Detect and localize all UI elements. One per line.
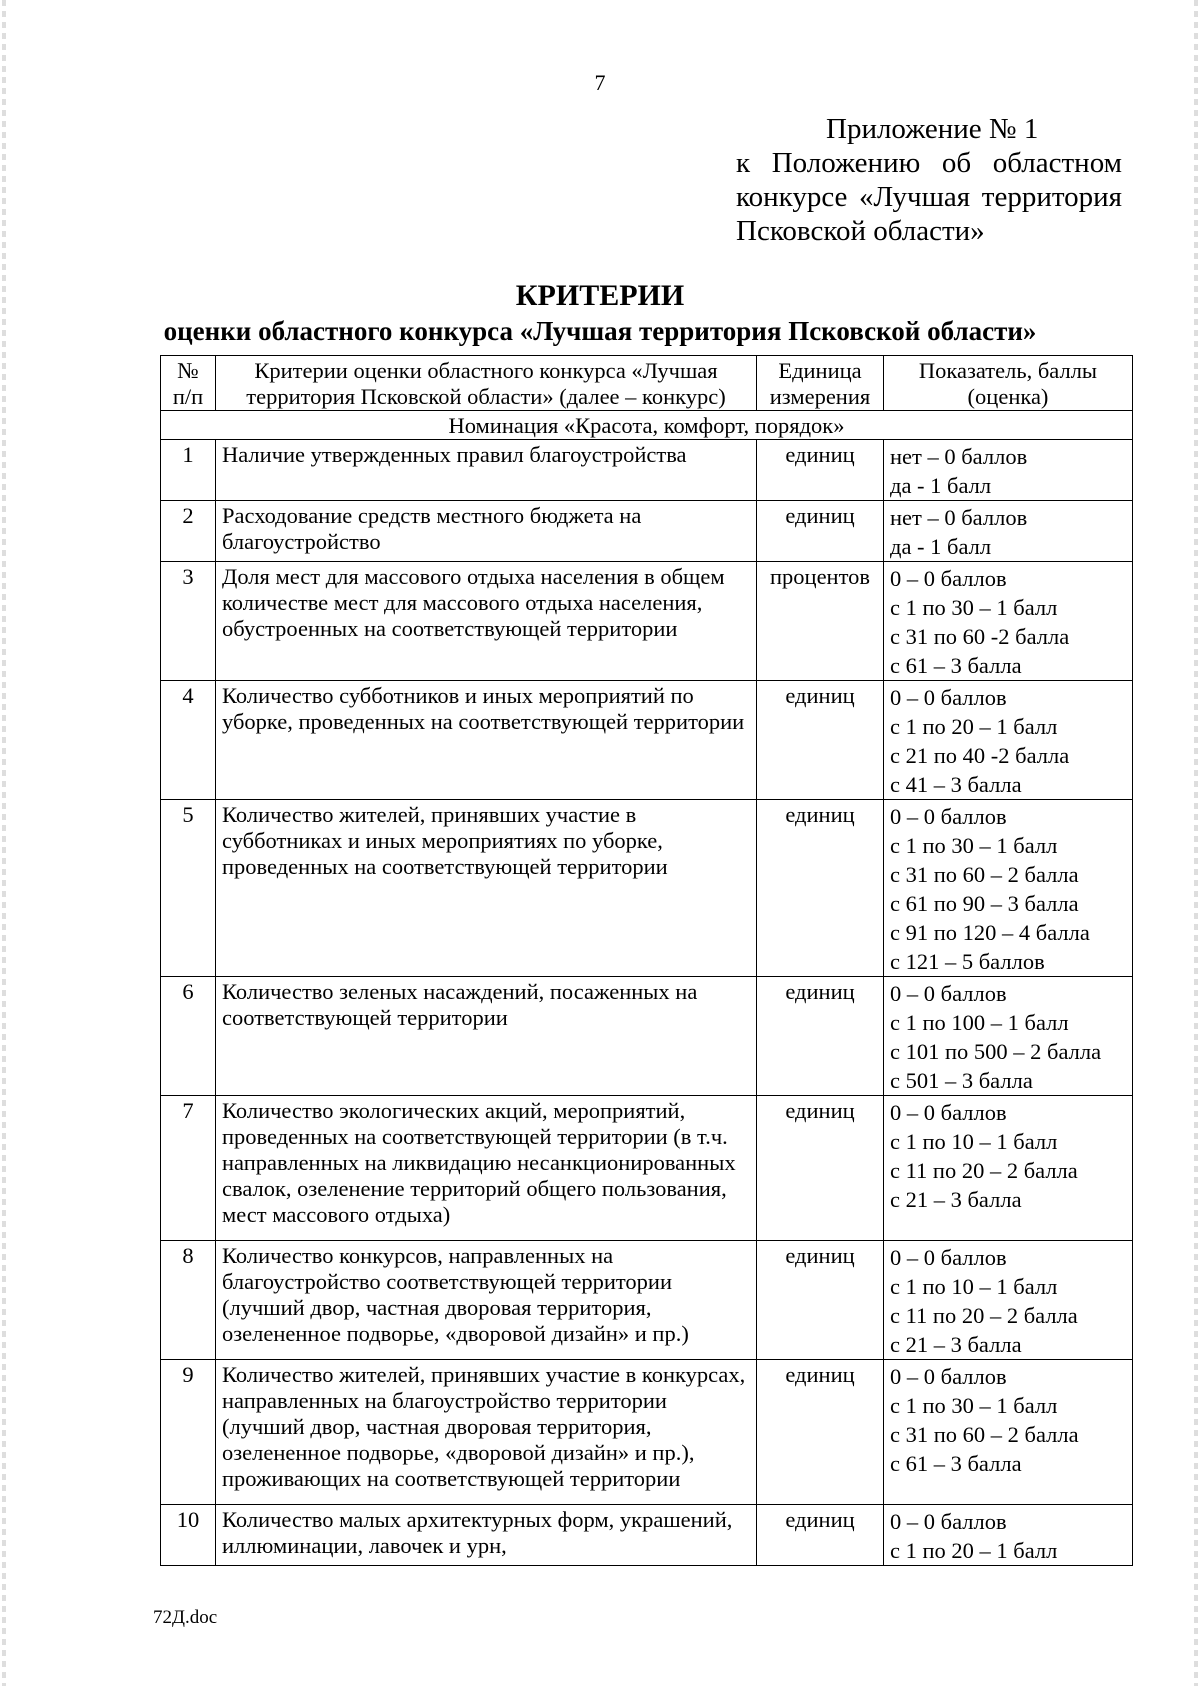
unit-of-measure: единиц [757, 681, 884, 800]
file-name-footer: 72Д.doc [153, 1607, 218, 1628]
unit-of-measure: единиц [757, 1241, 884, 1360]
criterion-text: Количество жителей, принявших участие в субботниках и иных мероприятиях по уборке, проведенных на соответствующей территории [216, 800, 757, 977]
document-title: КРИТЕРИИ [515, 279, 685, 312]
criterion-text: Количество субботников и иных мероприятий по уборке, проведенных на соответствующей территории [216, 681, 757, 800]
unit-of-measure: процентов [757, 562, 884, 681]
scan-edge-left [2, 0, 6, 1686]
score-cell [884, 800, 1133, 977]
score-line: с 1 по 10 – 1 балл [890, 1129, 1058, 1154]
score-line: с 21 – 3 балла [890, 1332, 1022, 1357]
table-row [161, 1360, 1133, 1505]
criterion-text: Количество конкурсов, направленных на благоустройство соответствующей территории (лучший двор, частная дворовая территория, озелененное подворье, «дворовой дизайн» и пр.) [216, 1241, 757, 1360]
row-number: 8 [161, 1241, 216, 1360]
table-row [161, 562, 1133, 681]
appendix-line: к Положению об областном [736, 147, 1122, 179]
score-cell [884, 1360, 1133, 1505]
header-score: Показатель, баллы (оценка) [884, 356, 1133, 411]
score-line: 0 – 0 баллов [890, 685, 1007, 710]
unit-of-measure: единиц [757, 501, 884, 562]
criteria-table [160, 355, 1133, 1566]
score-line: нет – 0 баллов [890, 505, 1028, 530]
score-line: с 91 по 120 – 4 балла [890, 920, 1090, 945]
score-cell [884, 977, 1133, 1096]
criterion-text: Количество малых архитектурных форм, украшений, иллюминации, лавочек и урн, [216, 1505, 757, 1566]
score-line: с 41 – 3 балла [890, 772, 1022, 797]
score-line: с 61 – 3 балла [890, 653, 1022, 678]
appendix-line: конкурсе «Лучшая территория [736, 181, 1122, 213]
score-line: с 61 по 90 – 3 балла [890, 891, 1079, 916]
row-number: 1 [161, 440, 216, 501]
unit-of-measure: единиц [757, 1096, 884, 1241]
score-line: с 61 – 3 балла [890, 1451, 1022, 1476]
appendix-block [736, 112, 1122, 248]
table-row [161, 1096, 1133, 1241]
row-number: 2 [161, 501, 216, 562]
unit-of-measure: единиц [757, 440, 884, 501]
row-number: 4 [161, 681, 216, 800]
score-cell [884, 1505, 1133, 1566]
score-line: 0 – 0 баллов [890, 804, 1007, 829]
score-line: да - 1 балл [890, 473, 992, 498]
table-row [161, 501, 1133, 562]
criterion-text: Расходование средств местного бюджета на благоустройство [216, 501, 757, 562]
row-number: 9 [161, 1360, 216, 1505]
score-cell [884, 681, 1133, 800]
row-number: 5 [161, 800, 216, 977]
criterion-text: Доля мест для массового отдыха населения в общем количестве мест для массового отдыха населения, обустроенных на соответствующей территории [216, 562, 757, 681]
score-line: нет – 0 баллов [890, 444, 1028, 469]
criterion-text: Количество жителей, принявших участие в конкурсах, направленных на благоустройство территории (лучший двор, частная дворовая территория, озелененное подворье, «дворовой дизайн» и пр.), проживающих на соответствующей территории [216, 1360, 757, 1505]
document-subtitle: оценки областного конкурса «Лучшая территория Псковской области» [163, 316, 1037, 346]
table-row [161, 800, 1133, 977]
nomination-row [161, 411, 1133, 440]
table-row [161, 440, 1133, 501]
score-line: с 11 по 20 – 2 балла [890, 1158, 1078, 1183]
table-header-row [161, 356, 1133, 411]
table-row [161, 1241, 1133, 1360]
appendix-line: Псковской области» [736, 215, 985, 247]
score-line: с 21 по 40 -2 балла [890, 743, 1070, 768]
header-num: № п/п [161, 356, 216, 411]
scan-edge-right [1194, 0, 1198, 1686]
score-line: с 31 по 60 -2 балла [890, 624, 1070, 649]
unit-of-measure: единиц [757, 1505, 884, 1566]
score-line: с 1 по 20 – 1 балл [890, 714, 1058, 739]
table-row [161, 681, 1133, 800]
score-cell [884, 1241, 1133, 1360]
row-number: 3 [161, 562, 216, 681]
unit-of-measure: единиц [757, 977, 884, 1096]
score-line: с 11 по 20 – 2 балла [890, 1303, 1078, 1328]
nomination-label: Номинация «Красота, комфорт, порядок» [161, 411, 1133, 440]
score-line: с 1 по 30 – 1 балл [890, 1393, 1058, 1418]
criterion-text: Количество зеленых насаждений, посаженных на соответствующей территории [216, 977, 757, 1096]
row-number: 6 [161, 977, 216, 1096]
score-cell [884, 501, 1133, 562]
score-cell [884, 440, 1133, 501]
score-line: с 31 по 60 – 2 балла [890, 1422, 1079, 1447]
table-row [161, 977, 1133, 1096]
row-number: 10 [161, 1505, 216, 1566]
score-line: с 1 по 100 – 1 балл [890, 1010, 1069, 1035]
score-line: с 1 по 20 – 1 балл [890, 1538, 1058, 1563]
score-cell [884, 1096, 1133, 1241]
score-line: 0 – 0 баллов [890, 566, 1007, 591]
criteria-body [161, 411, 1133, 1566]
score-line: 0 – 0 баллов [890, 1364, 1007, 1389]
score-line: 0 – 0 баллов [890, 981, 1007, 1006]
appendix-title: Приложение № 1 [826, 113, 1039, 145]
score-line: с 1 по 30 – 1 балл [890, 595, 1058, 620]
row-number: 7 [161, 1096, 216, 1241]
page-number: 7 [594, 70, 606, 95]
table-row [161, 1505, 1133, 1566]
score-line: с 121 – 5 баллов [890, 949, 1045, 974]
score-line: с 21 – 3 балла [890, 1187, 1022, 1212]
score-line: 0 – 0 баллов [890, 1509, 1007, 1534]
score-line: да - 1 балл [890, 534, 992, 559]
score-line: с 501 – 3 балла [890, 1068, 1033, 1093]
score-line: 0 – 0 баллов [890, 1245, 1007, 1270]
unit-of-measure: единиц [757, 1360, 884, 1505]
unit-of-measure: единиц [757, 800, 884, 977]
score-line: с 31 по 60 – 2 балла [890, 862, 1079, 887]
criterion-text: Количество экологических акций, мероприятий, проведенных на соответствующей территории (в т.ч. направленных на ликвидацию несанкционированных свалок, озеленение территорий общего пользования, мест массового отдыха) [216, 1096, 757, 1241]
criterion-text: Наличие утвержденных правил благоустройства [216, 440, 757, 501]
score-line: 0 – 0 баллов [890, 1100, 1007, 1125]
score-line: с 1 по 10 – 1 балл [890, 1274, 1058, 1299]
score-line: с 101 по 500 – 2 балла [890, 1039, 1102, 1064]
score-line: с 1 по 30 – 1 балл [890, 833, 1058, 858]
score-cell [884, 562, 1133, 681]
header-criteria: Критерии оценки областного конкурса «Лучшая территория Псковской области» (далее – конкурс) [216, 356, 757, 411]
header-unit: Единица измерения [757, 356, 884, 411]
